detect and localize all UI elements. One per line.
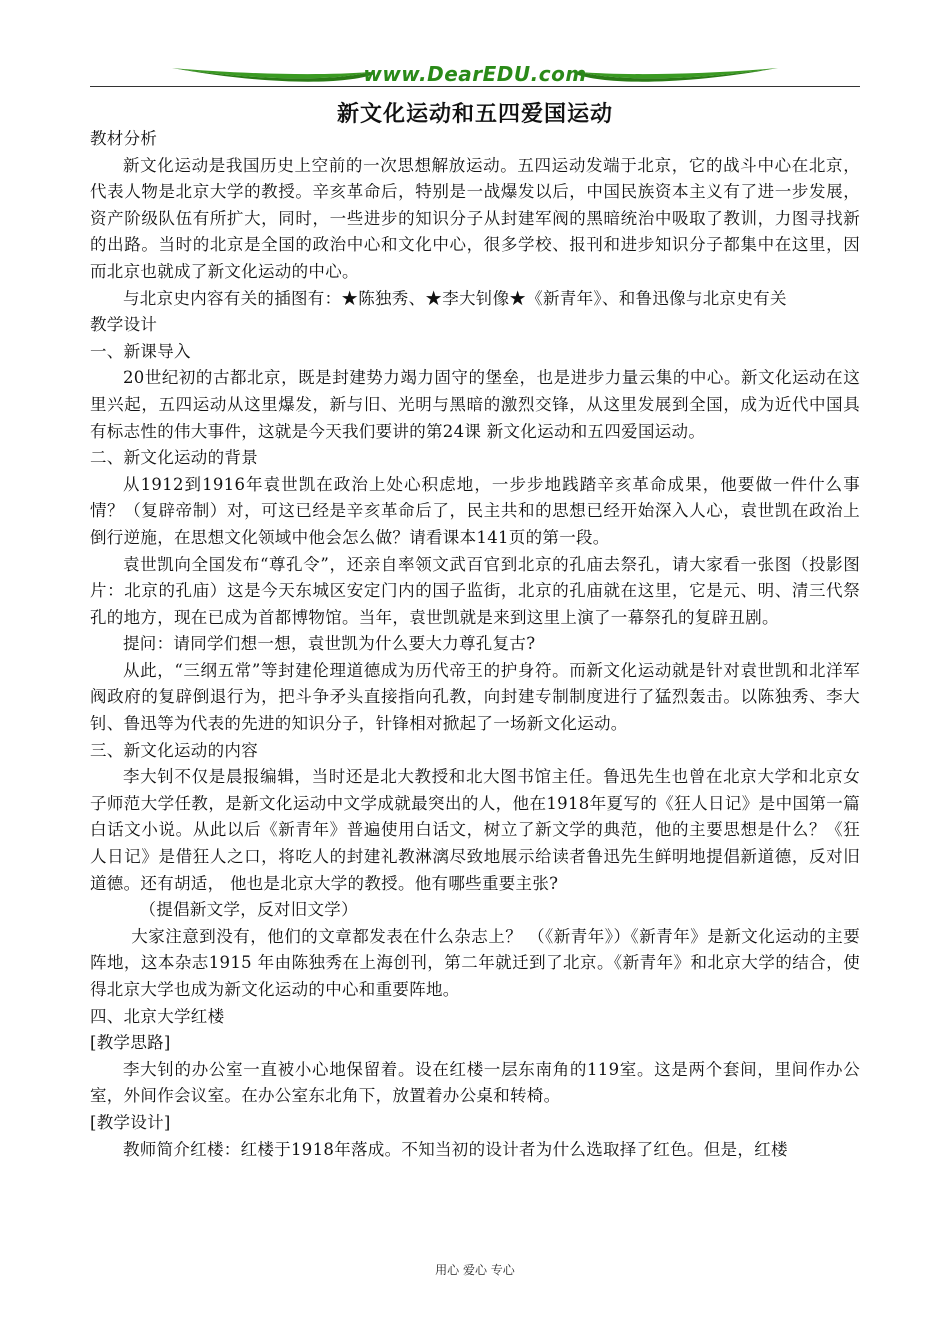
paragraph: 李大钊的办公室一直被小心地保留着。设在红楼一层东南角的119室。这是两个套间，里间作办公室，外间作会议室。在办公室东北角下，放置着办公桌和转椅。 xyxy=(90,1059,860,1106)
page-title: 新文化运动和五四爱国运动 xyxy=(336,102,613,127)
document-body xyxy=(90,126,860,1163)
header-divider xyxy=(90,86,860,87)
site-logo[interactable]: www.DearEDU.com xyxy=(363,62,587,86)
section-heading: [教学设计] xyxy=(90,1112,171,1132)
paragraph: 与北京史内容有关的插图有：★陈独秀、★李大钊像★《新青年》、和鲁迅像与北京史有关 xyxy=(123,288,787,308)
section-heading: 教材分析 xyxy=(90,129,158,148)
paragraph: 新文化运动是我国历史上空前的一次思想解放运动。五四运动发端于北京，它的战斗中心在北京，代表人物是北京大学的教授。辛亥革命后，特别是一战爆发以后，中国民族资本主义有了进一步发展，资产阶级队伍有所扩大，同时，一些进步的知识分子从封建军阀的黑暗统治中吸取了教训，力图寻找新的出路。当时的北京是全国的政治中心和文化中心，很多学校、报刊和进步知识分子都集中在这里，因而北京也就成了新文化运动的中心。 xyxy=(90,155,860,281)
paragraph: 教师简介红楼：红楼于1918年落成。不知当初的设计者为什么选取择了红色。但是，红楼 xyxy=(123,1139,788,1159)
section-heading: 教学设计 xyxy=(90,315,158,335)
section-heading: 二、新文化运动的背景 xyxy=(90,448,258,468)
paragraph: 从1912到1916年袁世凯在政治上处心积虑地，一步步地践踏辛亥革命成果，他要做一件什么事情？（复辟帝制）对，可这已经是辛亥革命后了，民主共和的思想已经开始深入人心，袁世凯在政治上倒行逆施，在思想文化领域中他会怎么做？请看课本141页的第一段。 xyxy=(90,474,860,547)
paragraph: 大家注意到没有，他们的文章都发表在什么杂志上？ （《新青年》）《新青年》是新文化运动的主要阵地，这本杂志1915 年由陈独秀在上海创刊，第二年就迁到了北京。《新青年》和北京大学的结合，使得北京大学也成为新文化运动的中心和重要阵地。 xyxy=(90,926,860,999)
paragraph: 李大钊不仅是晨报编辑，当时还是北大教授和北大图书馆主任。鲁迅先生也曾在北京大学和北京女子师范大学任教，是新文化运动中文学成就最突出的人，他在1918年夏写的《狂人日记》是中国第一篇白话文小说。从此以后《新青年》普遍使用白话文，树立了新文学的典范，他的主要思想是什么？《狂人日记》是借狂人之口，将吃人的封建礼教淋漓尽致地展示给读者鲁迅先生鲜明地提倡新道德，反对旧道德。还有胡适， 他也是北京大学的教授。他有哪些重要主张? xyxy=(90,767,860,893)
paragraph: 20世纪初的古都北京，既是封建势力竭力固守的堡垒，也是进步力量云集的中心。新文化运动在这里兴起，五四运动从这里爆发，新与旧、光明与黑暗的激烈交锋，从这里发展到全国，成为近代中国具有标志性的伟大事件，这就是今天我们要讲的第24课 新文化运动和五四爱国运动。 xyxy=(90,368,860,441)
section-heading: 一、新课导入 xyxy=(90,341,191,361)
section-heading: 四、北京大学红楼 xyxy=(90,1006,225,1026)
section-heading: [教学思路] xyxy=(90,1033,171,1053)
paragraph: 袁世凯向全国发布“尊孔令”，还亲自率领文武百官到北京的孔庙去祭孔，请大家看一张图（投影图片：北京的孔庙）这是今天东城区安定门内的国子监街，北京的孔庙就在这里，它是元、明、清三代祭孔的地方，现在已成为首都博物馆。当年，袁世凯就是来到这里上演了一幕祭孔的复辟丑剧。 xyxy=(90,554,860,627)
paragraph: 从此，“三纲五常”等封建伦理道德成为历代帝王的护身符。而新文化运动就是针对袁世凯和北洋军阀政府的复辟倒退行为，把斗争矛头直接指向孔教，向封建专制制度进行了猛烈轰击。以陈独秀、李大钊、鲁迅等为代表的先进的知识分子，针锋相对掀起了一场新文化运动。 xyxy=(90,660,860,734)
page-footer: 用心 爱心 专心 xyxy=(435,1263,515,1277)
section-heading: 三、新文化运动的内容 xyxy=(90,740,258,760)
paragraph: 提问：请同学们想一想，袁世凯为什么要大力尊孔复古? xyxy=(123,634,536,654)
paragraph: （提倡新文学，反对旧文学） xyxy=(139,900,358,920)
